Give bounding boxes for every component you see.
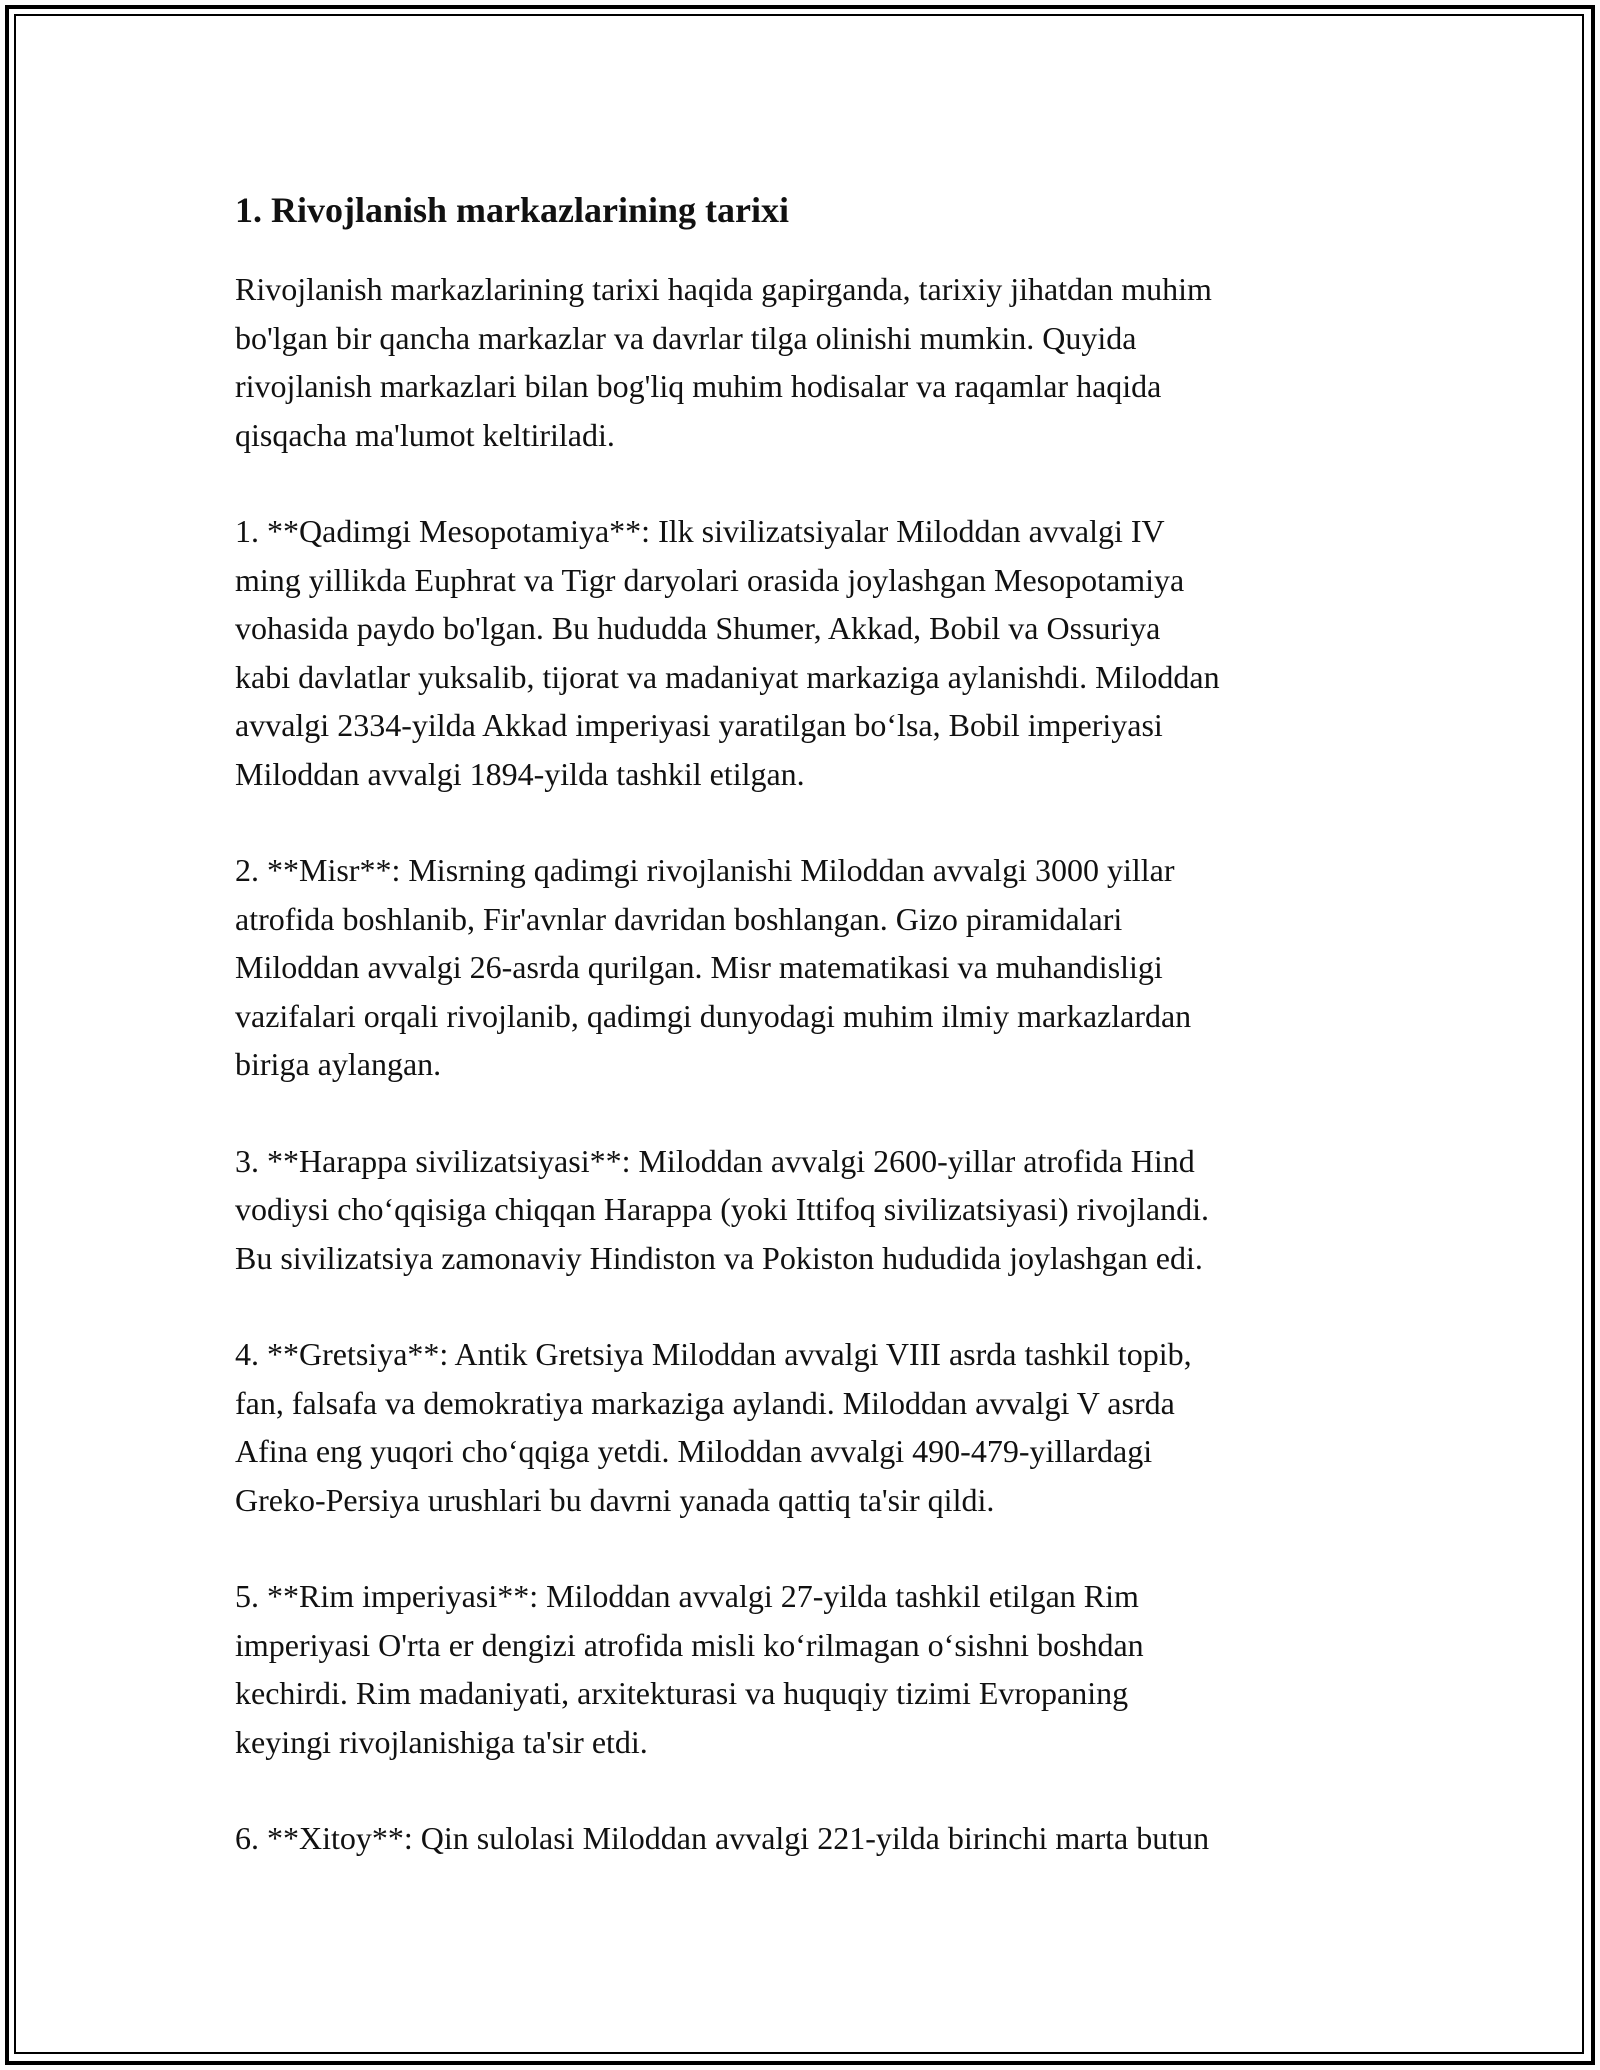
list-item-rome: 5. **Rim imperiyasi**: Miloddan avvalgi 27-yilda tashkil etilgan Rim imperiyasi O'rta er dengizi atrofida misli ko‘rilmagan o‘sishni boshdan kechirdi. Rim madaniyati, arxitekturasi va huquqiy tizimi Evropaning keyingi rivojlanishiga ta'sir etdi. bbox=[235, 1578, 1144, 1760]
list-item-china: 6. **Xitoy**: Qin sulolasi Miloddan avvalgi 221-yilda birinchi marta butun bbox=[235, 1820, 1210, 1856]
list-item-harappa: 3. **Harappa sivilizatsiyasi**: Miloddan avvalgi 2600-yillar atrofida Hind vodiysi cho‘qqisiga chiqqan Harappa (yoki Ittifoq sivilizatsiyasi) rivojlandi. Bu sivilizatsiya zamonaviy Hindiston va Pokiston hududida joylashgan edi. bbox=[235, 1142, 1210, 1276]
list-item-greece: 4. **Gretsiya**: Antik Gretsiya Miloddan avvalgi VIII asrda tashkil topib, fan, falsafa va demokratiya markaziga aylandi. Miloddan avvalgi V asrda Afina eng yuqori cho‘qqiga yetdi. Miloddan avvalgi 490-479-yillardagi Greko-Persiya urushlari bu davrni yanada qattiq ta'sir qildi. bbox=[235, 1336, 1192, 1518]
list-item-mesopotamia: 1. **Qadimgi Mesopotamiya**: Ilk sivilizatsiyalar Miloddan avvalgi IV ming yillikda Euphrat va Tigr daryolari orasida joylashgan Mesopotamiya vohasida paydo bo'lgan. Bu hududda Shumer, Akkad, Bobil va Ossuriya kabi davlatlar yuksalib, tijorat va madaniyat markaziga aylanishdi. Miloddan avvalgi 2334-yilda Akkad imperiyasi yaratilgan bo‘lsa, Bobil imperiyasi Miloddan avvalgi 1894-yilda tashkil etilgan. bbox=[235, 513, 1220, 792]
section-title: 1. Rivojlanish markazlarining tarixi bbox=[235, 190, 790, 230]
list-item-egypt: 2. **Misr**: Misrning qadimgi rivojlanishi Miloddan avvalgi 3000 yillar atrofida boshlanib, Fir'avnlar davridan boshlangan. Gizo piramidalari Miloddan avvalgi 26-asrda qurilgan. Misr matematikasi va muhandisligi vazifalari orqali rivojlanib, qadimgi dunyodagi muhim ilmiy markazlardan biriga aylangan. bbox=[235, 852, 1192, 1082]
intro-paragraph: Rivojlanish markazlarining tarixi haqida gapirganda, tarixiy jihatdan muhim bo'lgan bir qancha markazlar va davrlar tilga olinishi mumkin. Quyida rivojlanish markazlari bilan bog'liq muhim hodisalar va raqamlar haqida qisqacha ma'lumot keltiriladi. bbox=[235, 271, 1212, 453]
document-body bbox=[235, 185, 1375, 1911]
